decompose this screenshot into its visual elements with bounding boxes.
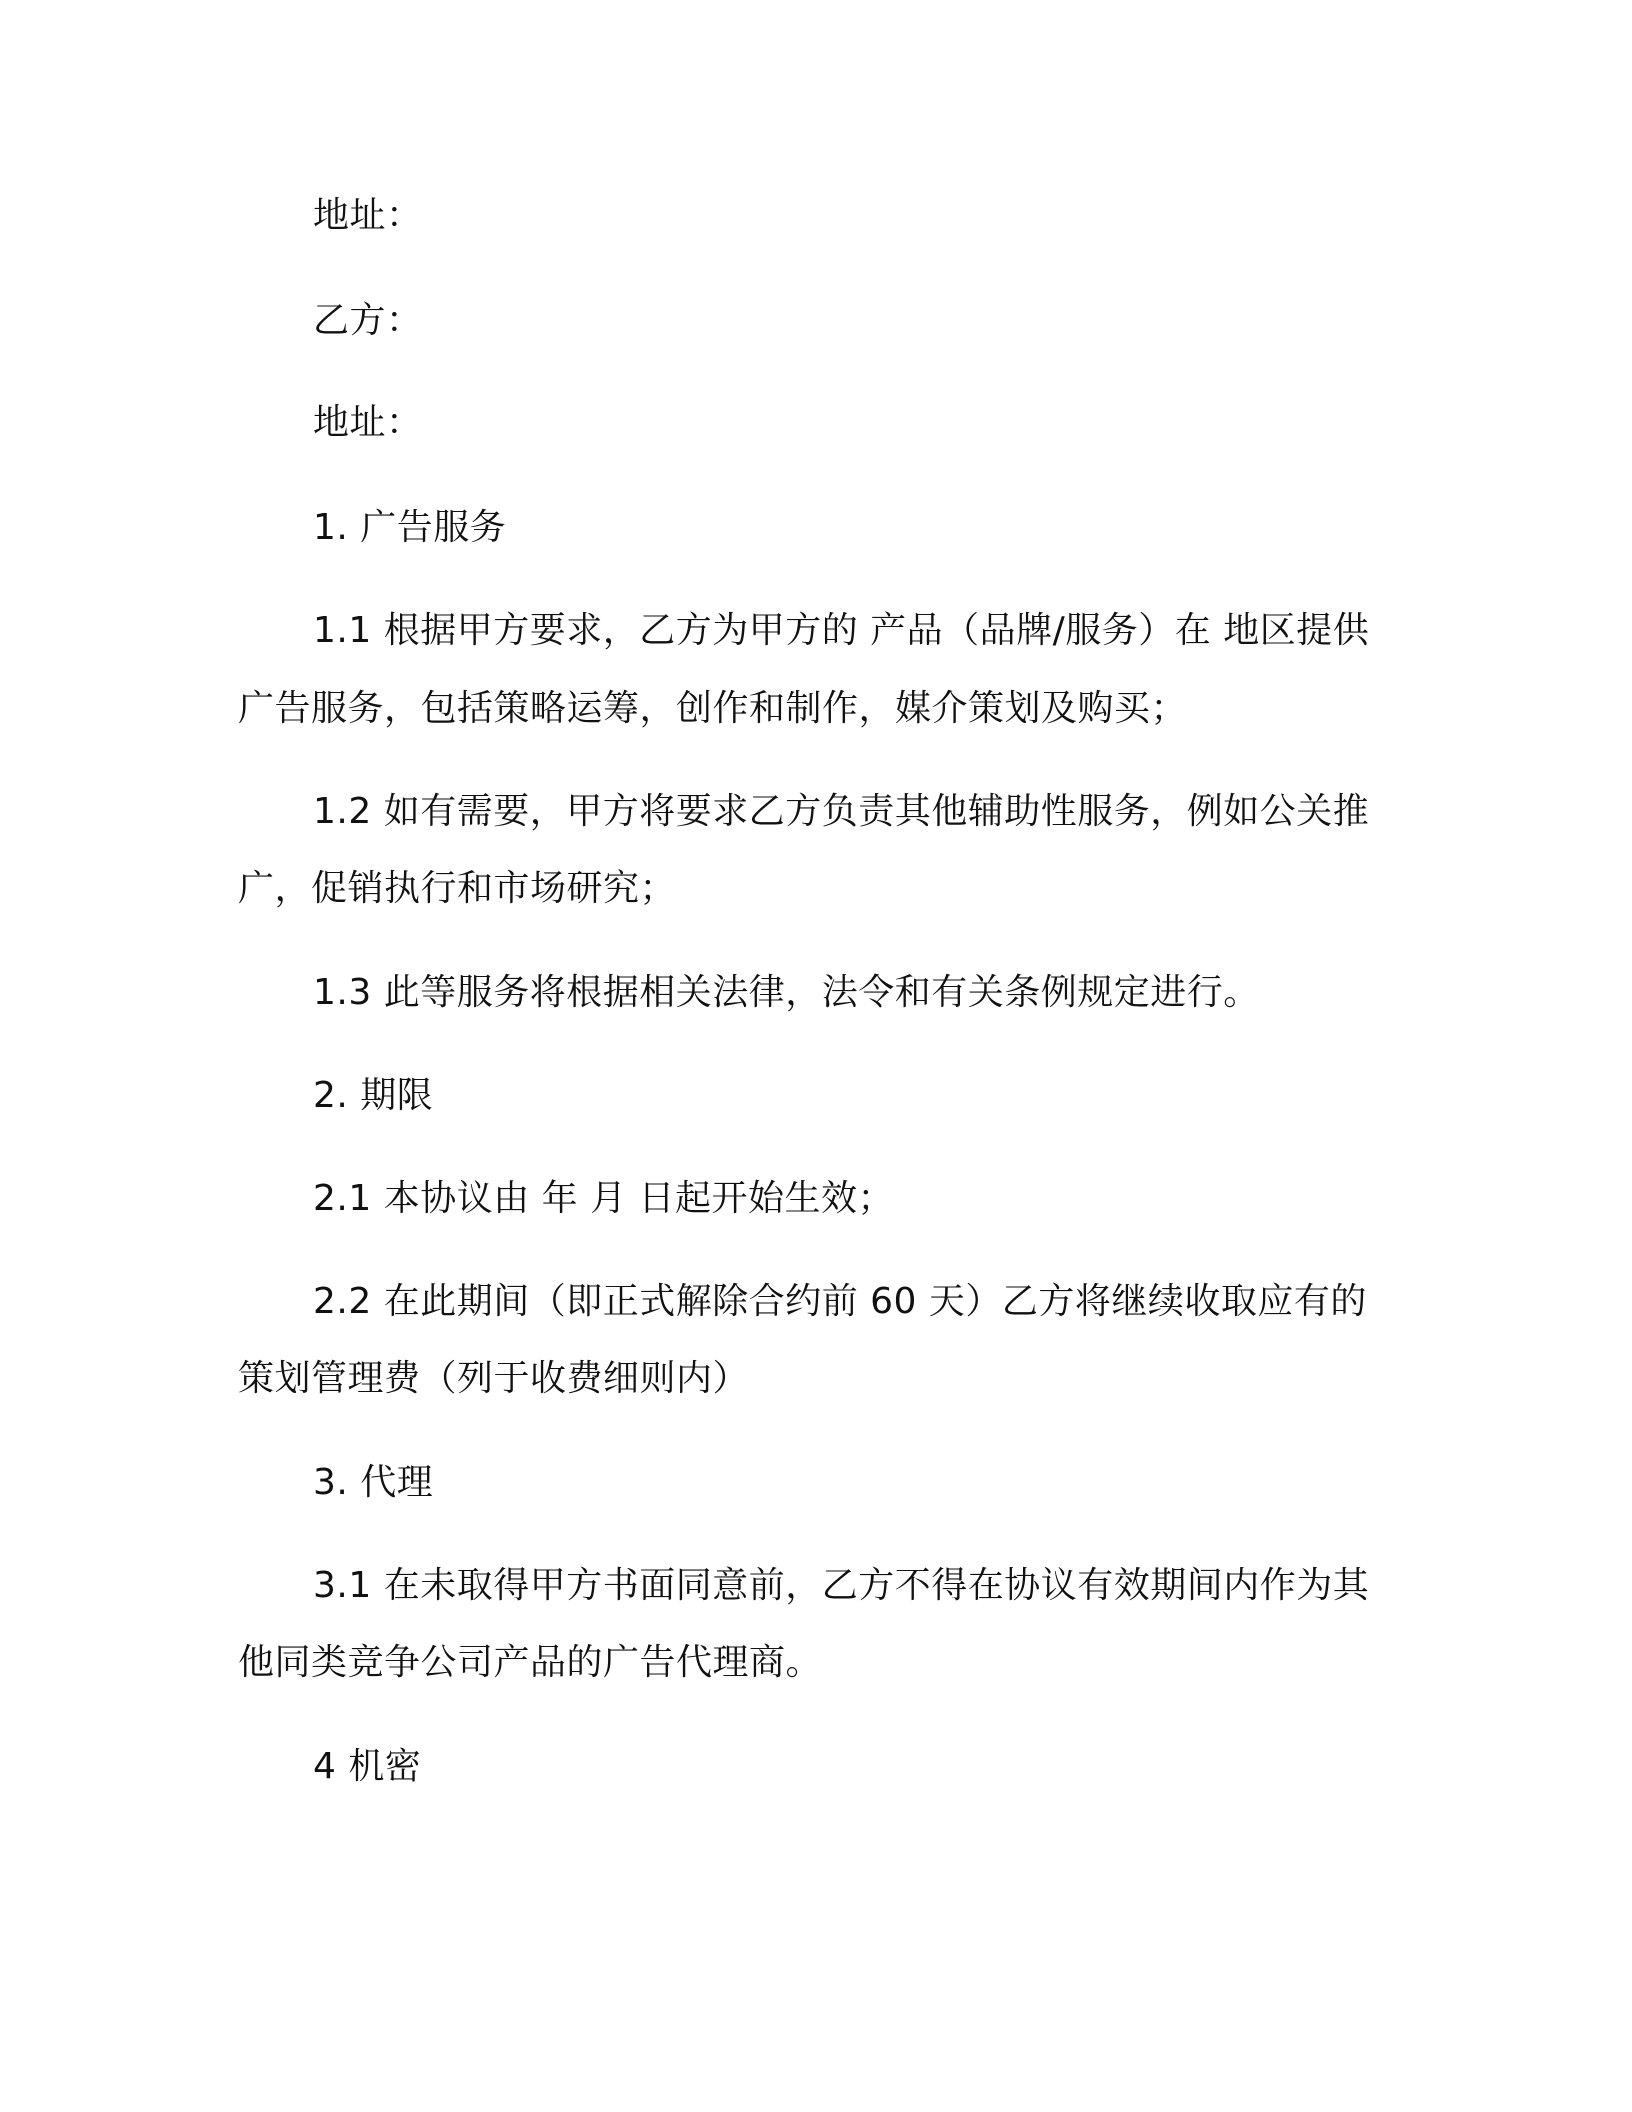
clause-1-1-line-2: 广告服务，包括策略运筹，创作和制作，媒介策划及购买； [238, 688, 1188, 729]
party-a-address-label: 地址： [313, 195, 423, 236]
clause-3-1-line-1: 3.1 在未取得甲方书面同意前，乙方不得在协议有效期间内作为其 [313, 1565, 1370, 1606]
clause-1-2-line-1: 1.2 如有需要，甲方将要求乙方负责其他辅助性服务，例如公关推 [313, 791, 1370, 832]
section-4-heading: 4 机密 [313, 1746, 422, 1787]
clause-1-2-line-2: 广，促销执行和市场研究； [238, 868, 677, 909]
section-3-heading: 3. 代理 [313, 1462, 434, 1503]
clause-2-1: 2.1 本协议由 年 月 日起开始生效； [313, 1178, 895, 1219]
clause-3-1-line-2: 他同类竞争公司产品的广告代理商。 [238, 1642, 823, 1683]
clause-1-3: 1.3 此等服务将根据相关法律，法令和有关条例规定进行。 [313, 972, 1260, 1013]
clause-2-2-line-2: 策划管理费（列于收费细则内） [238, 1358, 750, 1399]
clause-2-2-line-1: 2.2 在此期间（即正式解除合约前 60 天）乙方将继续收取应有的 [313, 1281, 1367, 1322]
section-2-heading: 2. 期限 [313, 1075, 434, 1116]
party-b-address-label: 地址： [313, 402, 423, 443]
party-b-label: 乙方： [313, 300, 423, 341]
section-1-heading: 1. 广告服务 [313, 507, 507, 548]
clause-1-1-line-1: 1.1 根据甲方要求，乙方为甲方的 产品（品牌/服务）在 地区提供 [313, 610, 1370, 651]
